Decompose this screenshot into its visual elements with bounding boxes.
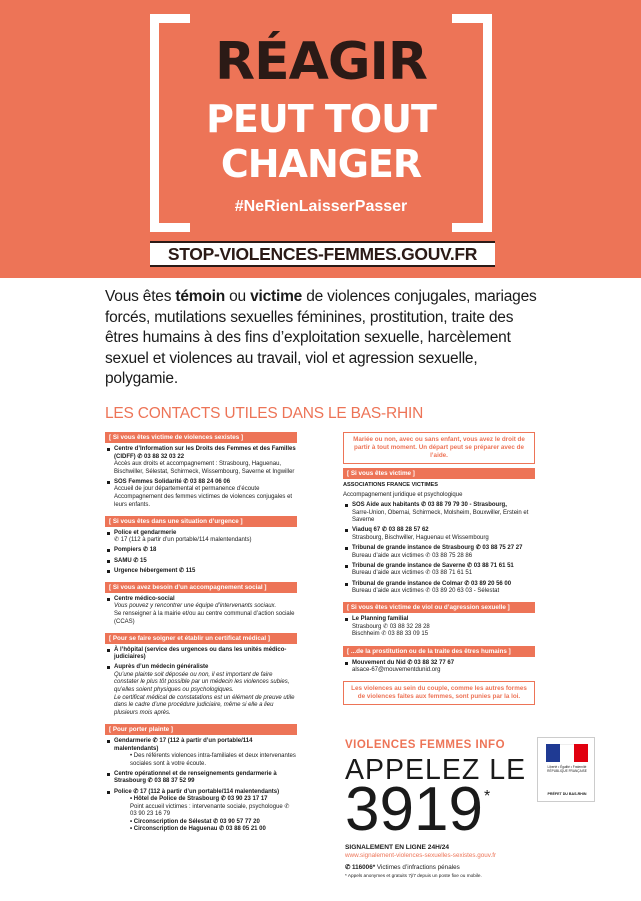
- hotline-number[interactable]: 3919: [345, 775, 483, 844]
- contact-name: Gendarmerie ✆ 17 (112 à partir d’un portable/114 malentendants): [114, 737, 253, 752]
- contact-detail: Bureau d’aide aux victimes ✆ 03 88 75 28 86: [352, 552, 473, 559]
- contact-entry: [105, 789, 297, 835]
- contact-name: Centre d’Information sur les Droits des Femmes et des Familles (CIDFF) ✆ 03 88 32 03 22: [114, 446, 296, 460]
- contact-name: SAMU ✆ 15: [114, 557, 147, 564]
- republic-motto: Liberté • Égalité • Fraternité RÉPUBLIQUE FRANÇAISE: [547, 765, 587, 773]
- contact-email[interactable]: alsace-67@mouvementdunid.org: [352, 667, 441, 674]
- contact-name: Police ✆ 17 (112 à partir d’un portable/114 malentendants): [114, 788, 280, 795]
- contact-detail: • Circonscription de Sélestat ✆ 03 90 57 77 20: [130, 818, 260, 825]
- contact-name: Tribunal de grande instance de Colmar ✆ 03 89 20 56 00: [352, 580, 512, 587]
- contact-name: Tribunal de grande instance de Saverne ✆ 03 88 71 61 51: [352, 562, 514, 569]
- contact-entry: [105, 771, 297, 786]
- prefecture-logo: [537, 737, 595, 802]
- contact-name: Police et gendarmerie: [114, 529, 177, 536]
- contact-entry: [343, 616, 535, 639]
- contact-detail: Accès aux droits et accompagnement : Strasbourg, Haguenau, Bischwiller, Sélestat, Schirmeck, Wissembourg, Saverne et Ingwiller: [114, 461, 295, 475]
- contact-name: Tribunal de grande instance de Strasbourg ✆ 03 88 75 27 27: [352, 545, 523, 552]
- contact-detail: Strasbourg, Bischwiller, Haguenau et Wissembourg: [352, 535, 489, 542]
- contact-detail: ✆ 17 (112 à partir d’un portable/114 malentendants): [114, 537, 252, 544]
- rights-note: Mariée ou non, avec ou sans enfant, vous avez le droit de partir à tout moment. Un départ peut se préparer avec de l’aide.: [343, 432, 535, 464]
- contact-detail: • Des référents violences intra-familiales et deux intervenantes sociales sont à votre écoute.: [130, 753, 296, 767]
- online-report-link[interactable]: www.signalement-violences-sexuelles-sexistes.gouv.fr: [345, 852, 497, 859]
- contact-detail: Accompagnement des femmes victimes de violences conjugales et leurs enfants.: [114, 494, 293, 508]
- contact-name: SOS Aide aux habitants ✆ 03 88 79 79 30 - Strasbourg,: [352, 502, 507, 509]
- contact-entry: [343, 581, 535, 596]
- contact-detail: Point accueil victimes : intervenante sociale, psychologue ✆ 03 90 23 16 79: [130, 803, 290, 818]
- section-header: [ Si vous avez besoin d’un accompagnement social ]: [105, 582, 297, 593]
- section-header: [ Pour porter plainte ]: [105, 724, 297, 735]
- contact-name: Mouvement du Nid ✆ 03 88 32 77 67: [352, 659, 455, 666]
- contact-entry: [105, 547, 297, 555]
- association-heading: ASSOCIATIONS FRANCE VICTIMES: [343, 482, 438, 488]
- law-note: Les violences au sein du couple, comme les autres formes de violences faites aux femmes, sont punies par la loi.: [343, 681, 535, 705]
- contact-detail: Accueil de jour départemental et permanence d’écoute: [114, 486, 260, 493]
- contact-entry: [105, 664, 297, 717]
- contact-entry: [343, 660, 535, 675]
- contact-entry: [105, 596, 297, 626]
- hashtag: #NeRienLaisserPasser: [234, 198, 408, 215]
- hotline-asterisk: *: [484, 788, 491, 805]
- contact-name: SOS Femmes Solidarité ✆ 03 88 24 06 06: [114, 478, 231, 485]
- header-banner: [0, 0, 641, 278]
- section-header: [ Si vous êtes victime de viol ou d’agression sexuelle ]: [343, 602, 535, 613]
- title-line-3: CHANGER: [220, 142, 422, 186]
- victims-line: [345, 864, 460, 871]
- hotline-label: VIOLENCES FEMMES INFO: [345, 739, 506, 751]
- title-line-2: PEUT TOUT: [206, 97, 436, 141]
- contact-detail: Qu’une plainte soit déposée ou non, il est important de faire constater le plus tôt possible par un médecin les violences subies, qu’elles soient physiques ou psychologiques.: [114, 671, 290, 694]
- contact-detail: • Circonscription de Haguenau ✆ 03 88 05 21 00: [130, 826, 266, 833]
- contact-detail: Strasbourg ✆ 03 88 32 28 28: [352, 623, 430, 630]
- contact-entry: [343, 545, 535, 560]
- contact-detail: • Hôtel de Police de Strasbourg ✆ 03 90 23 17 17: [130, 796, 268, 803]
- contact-detail: Se renseigner à la mairie et/ou au centre communal d’action sociale (CCAS): [114, 610, 295, 625]
- title-line-1: RÉAGIR: [215, 32, 427, 92]
- victims-number: ✆ 116006*: [345, 864, 376, 871]
- contact-entry: [105, 738, 297, 768]
- contact-entry: [105, 647, 297, 662]
- prefet-name: PRÉFET DU BAS-RHIN: [547, 792, 587, 796]
- french-flag-icon: [546, 744, 588, 762]
- contacts-title: LES CONTACTS UTILES DANS LE BAS-RHIN: [105, 405, 424, 422]
- contact-detail: Bischheim ✆ 03 88 33 09 15: [352, 631, 429, 638]
- contact-name: Viaduq 67 ✆ 03 88 28 57 62: [352, 527, 429, 534]
- section-header: [ Pour se faire soigner et établir un certificat médical ]: [105, 633, 297, 644]
- intro-temoin: témoin: [175, 288, 225, 305]
- contact-entry: [105, 479, 297, 509]
- contact-name: Urgence hébergement ✆ 115: [114, 567, 196, 574]
- contact-entry: [105, 568, 297, 576]
- section-header: [ Si vous êtes dans une situation d’urgence ]: [105, 516, 297, 527]
- contact-entry: [343, 563, 535, 578]
- intro-text-3: de violences conjugales, mariages forcés, mutilations sexuelles féminines, prostitution, traite des êtres humains à des fins d’exploitation sexuelle, harcèlement sexuel et violences au travail, viol et agression sexuelle, polygamie.: [105, 288, 537, 387]
- footnote: * Appels anonymes et gratuits 7j/7 depuis un poste fixe ou mobile.: [345, 873, 482, 878]
- contact-name: Pompiers ✆ 18: [114, 547, 157, 554]
- contact-name: À l’hôpital (service des urgences ou dans les unités médico-judiciaires): [114, 646, 287, 661]
- contact-detail: Vous pouvez y rencontrer une équipe d’intervenants sociaux.: [114, 603, 277, 610]
- contact-entry: [343, 502, 535, 525]
- victims-label: Victimes d’infractions pénales: [375, 864, 460, 871]
- online-report-label: SIGNALEMENT EN LIGNE 24H/24: [345, 844, 450, 851]
- website-banner: STOP-VIOLENCES-FEMMES.GOUV.FR: [150, 241, 495, 267]
- contact-entry: [105, 446, 297, 476]
- intro-victime: victime: [250, 288, 303, 305]
- intro-text-2: ou: [225, 288, 251, 305]
- contacts-right-column: [343, 432, 535, 705]
- contact-entry: [343, 527, 535, 542]
- contact-entry: [105, 558, 297, 566]
- intro-paragraph: [105, 287, 545, 390]
- intro-text-1: Vous êtes: [105, 288, 176, 305]
- section-header: [ ...de la prostitution ou de la traite des êtres humains ]: [343, 646, 535, 657]
- section-header: [ Si vous êtes victime ]: [343, 468, 535, 479]
- contact-entry: [105, 530, 297, 545]
- association-subheading: Accompagnement juridique et psychologique: [343, 491, 463, 498]
- contacts-left-column: [105, 432, 297, 837]
- contact-name: Centre opérationnel et de renseignements gendarmerie à Strasbourg ✆ 03 88 37 52 99: [114, 770, 277, 785]
- contact-name: Centre médico-social: [114, 595, 175, 602]
- section-header: [ Si vous êtes victime de violences sexistes ]: [105, 432, 297, 443]
- contact-detail: Bureau d’aide aux victimes ✆ 03 89 20 63 03 - Sélestat: [352, 588, 500, 595]
- contact-name: Le Planning familial: [352, 616, 409, 623]
- contact-detail: Le certificat médical de constatations est un élément de preuve utile dans le cadre d’une procédure judiciaire, même si elle a lieu plusieurs mois après.: [114, 694, 295, 716]
- hotline-call-text: APPELEZ LE: [345, 754, 527, 786]
- contact-detail: Bureau d’aide aux victimes ✆ 03 88 71 61 51: [352, 570, 473, 577]
- contact-detail: Sarre-Union, Obernai, Schirmeck, Molsheim, Bouxwiller, Erstein et Saverne: [352, 509, 529, 524]
- contact-name: Auprès d’un médecin généraliste: [114, 664, 209, 671]
